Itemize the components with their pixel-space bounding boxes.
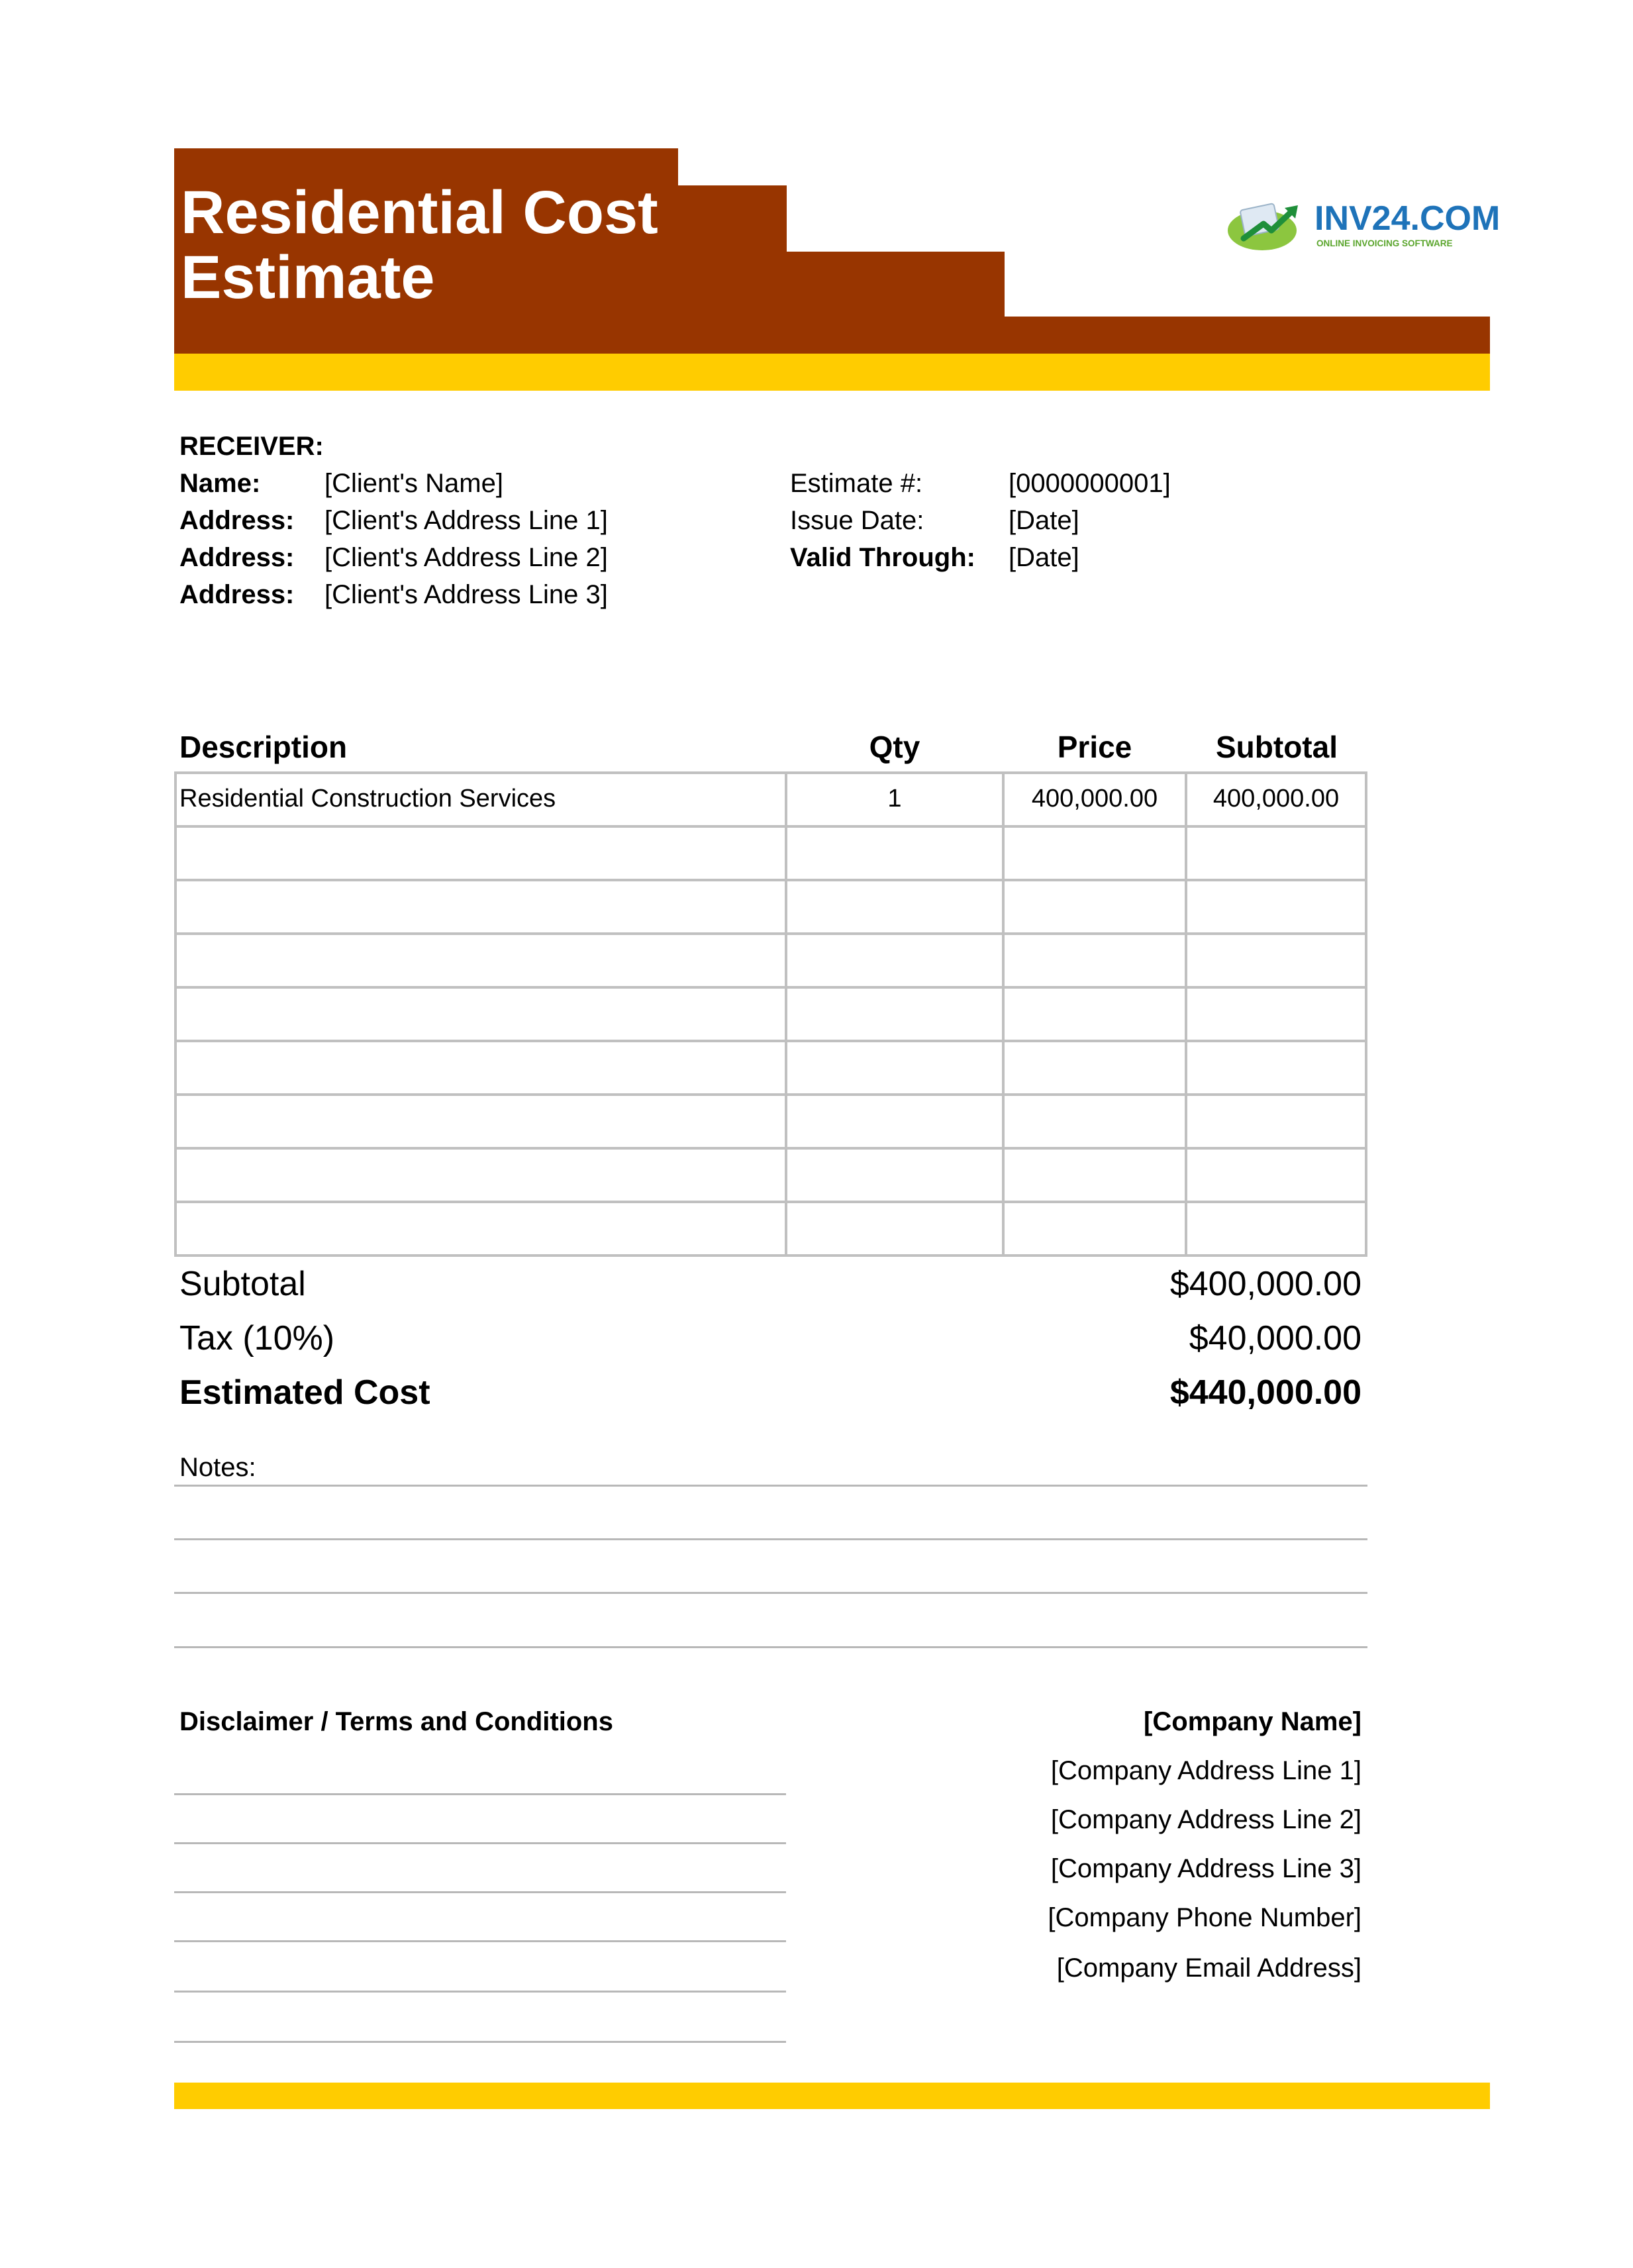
col-header-description: Description [179,730,348,764]
table-rule [174,879,1367,881]
table-rule [174,986,1367,989]
receiver-name-label: Name: [179,469,261,498]
table-col-rule [1185,771,1187,1257]
company-address-2: [Company Address Line 2] [1050,1805,1361,1834]
table-rule [174,1093,1367,1096]
receiver-heading: RECEIVER: [179,432,324,461]
disclaimer-line [174,1842,786,1844]
disclaimer-line [174,1891,786,1893]
logo-subtext: ONLINE INVOICING SOFTWARE [1316,238,1453,248]
col-header-subtotal: Subtotal [1216,730,1338,764]
valid-through-value: [Date] [1009,543,1079,572]
title-line-1: Residential Cost [181,179,658,246]
company-name: [Company Name] [1144,1707,1361,1736]
table-rule [174,1201,1367,1203]
title-line-2: Estimate [181,244,435,311]
notes-line [174,1646,1367,1648]
company-address-3: [Company Address Line 3] [1050,1854,1361,1883]
issue-date-value: [Date] [1009,506,1079,535]
notes-label: Notes: [179,1453,256,1482]
estimated-cost-label: Estimated Cost [179,1373,430,1412]
table-col-rule [1002,771,1005,1257]
estimate-number-value: [0000000001] [1009,469,1171,498]
tax-value: $40,000.00 [1189,1319,1361,1357]
receiver-address2-label: Address: [179,543,295,572]
disclaimer-heading: Disclaimer / Terms and Conditions [179,1707,613,1736]
col-header-qty: Qty [869,730,920,764]
receiver-address1-label: Address: [179,506,295,535]
subtotal-value: $400,000.00 [1169,1265,1361,1303]
table-rule [174,771,1367,774]
receiver-name-value: [Client's Name] [324,469,503,498]
notes-line [174,1592,1367,1594]
row1-subtotal: 400,000.00 [1212,785,1340,813]
footer-accent-bar [174,2083,1490,2109]
notes-line [174,1485,1367,1487]
table-col-rule [1365,771,1367,1257]
receiver-address2-value: [Client's Address Line 2] [324,543,608,572]
header-banner-right [1003,317,1490,354]
issue-date-label: Issue Date: [790,506,924,535]
inv24-logo [1224,192,1501,258]
company-address-1: [Company Address Line 1] [1050,1756,1361,1785]
table-rule [174,1040,1367,1042]
receiver-address3-value: [Client's Address Line 3] [324,580,608,609]
valid-through-label: Valid Through: [790,543,975,572]
col-header-price: Price [1057,730,1132,764]
tax-label: Tax (10%) [179,1319,335,1357]
table-rule [174,932,1367,935]
disclaimer-line [174,2041,786,2043]
header-banner-step1 [675,185,787,354]
receiver-address3-label: Address: [179,580,295,609]
company-phone: [Company Phone Number] [1048,1903,1361,1932]
estimated-cost-value: $440,000.00 [1169,1373,1361,1412]
table-col-rule [174,771,177,1257]
subtotal-label: Subtotal [179,1265,306,1303]
disclaimer-line [174,1793,786,1795]
logo-text: INV24.COM [1314,199,1501,238]
receiver-address1-value: [Client's Address Line 1] [324,506,608,535]
table-rule [174,1147,1367,1150]
header-accent-bar [174,354,1490,391]
company-email: [Company Email Address] [1056,1953,1361,1983]
disclaimer-line [174,1991,786,1993]
logo-icon [1224,192,1310,258]
header-banner-step2 [785,252,1005,354]
table-rule [174,1254,1367,1257]
notes-line [174,1538,1367,1540]
row1-description: Residential Construction Services [179,785,556,813]
estimate-number-label: Estimate #: [790,469,923,498]
table-rule [174,825,1367,828]
row1-price: 400,000.00 [1031,785,1158,813]
items-table [174,771,1367,1257]
page-title [181,180,658,310]
row1-qty: 1 [887,785,902,813]
table-col-rule [785,771,787,1257]
disclaimer-line [174,1940,786,1942]
